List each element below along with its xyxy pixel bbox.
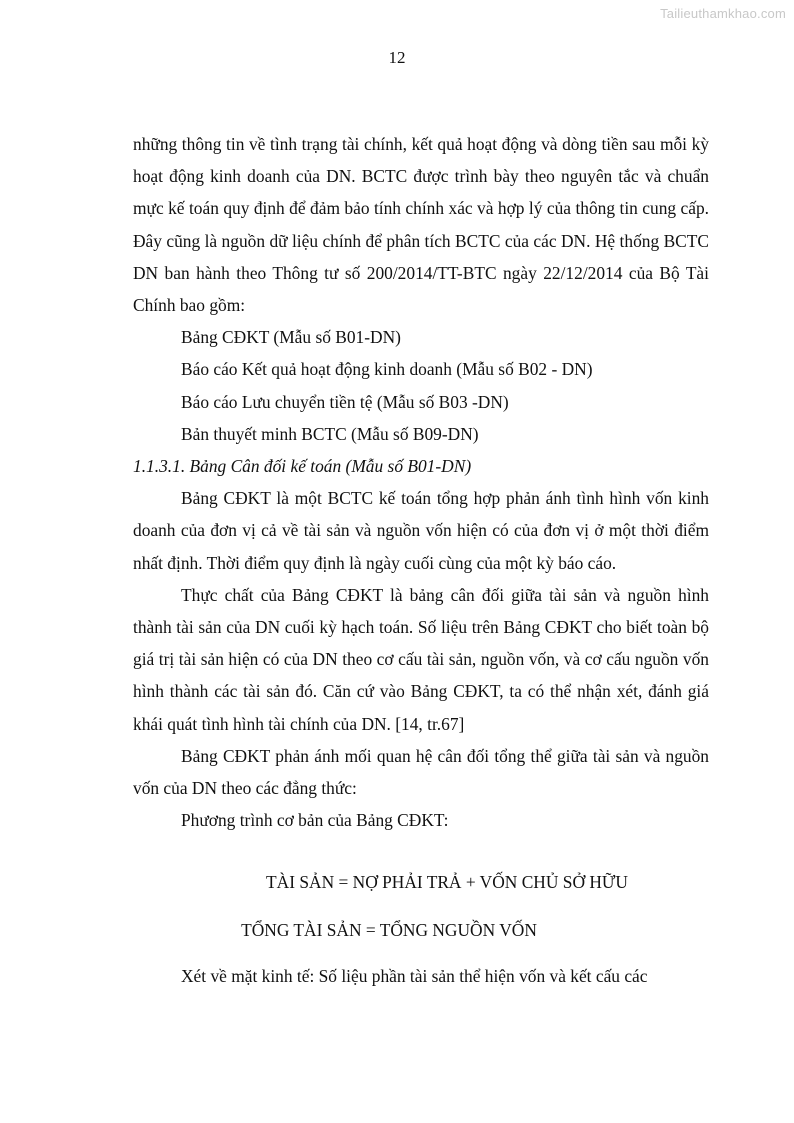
paragraph-economic-text: Xét về mặt kinh tế: Số liệu phần tài sản thể hiện vốn và kết cấu các — [181, 966, 648, 986]
list-item-b02: Báo cáo Kết quả hoạt động kinh doanh (Mẫu số B02 - DN) — [181, 359, 593, 380]
formula-total-text: TỔNG TÀI SẢN = TỔNG NGUỒN VỐN — [241, 920, 537, 940]
list-item-b09: Bản thuyết minh BCTC (Mẫu số B09-DN) — [181, 423, 479, 444]
formula-assets-equation — [50, 872, 794, 893]
formula-assets-text: TÀI SẢN = NỢ PHẢI TRẢ + VỐN CHỦ SỞ HỮU — [266, 872, 628, 892]
paragraph-intro: những thông tin về tình trạng tài chính, kết quả hoạt động và dòng tiền sau mỗi kỳ hoạt động kinh doanh của DN. BCTC được trình bày theo nguyên tắc và chuẩn mực kế toán quy định để đảm bảo tính chính xác và hợp lý của thông tin cung cấp. Đây cũng là nguồn dữ liệu chính để phân tích BCTC của các DN. Hệ thống BCTC DN ban hành theo Thông tư số 200/2014/TT-BTC ngày 22/12/2014 của Bộ Tài Chính bao gồm: — [133, 134, 709, 316]
paragraph-essence: Thực chất của Bảng CĐKT là bảng cân đối giữa tài sản và nguồn hình thành tài sản của DN cuối kỳ hạch toán. Số liệu trên Bảng CĐKT cho biết toàn bộ giá trị tài sản hiện có của DN theo cơ cấu tài sản, nguồn vốn, và cơ cấu nguồn vốn hình thành các tài sản đó. Căn cứ vào Bảng CĐKT, ta có thể nhận xét, đánh giá khái quát tình hình tài chính của DN. [14, tr.67] — [133, 584, 709, 734]
watermark: Tailieuthamkhao.com — [660, 6, 786, 21]
paragraph-relationship: Bảng CĐKT phản ánh mối quan hệ cân đối tổng thể giữa tài sản và nguồn vốn của DN theo các đẳng thức: — [133, 745, 709, 799]
document-body — [133, 128, 709, 836]
formula-total-equation — [0, 920, 786, 941]
section-heading: 1.1.3.1. Bảng Cân đối kế toán (Mẫu số B01-DN) — [133, 456, 472, 477]
list-item-b01: Bảng CĐKT (Mẫu số B01-DN) — [181, 327, 401, 348]
list-item-b03: Báo cáo Lưu chuyển tiền tệ (Mẫu số B03 -DN) — [181, 391, 509, 412]
paragraph-definition: Bảng CĐKT là một BCTC kế toán tổng hợp phản ánh tình hình vốn kinh doanh của đơn vị cả về tài sản và nguồn vốn hiện có của đơn vị ở một thời điểm nhất định. Thời điểm quy định là ngày cuối cùng của một kỳ báo cáo. — [133, 488, 709, 573]
paragraph-equation-intro: Phương trình cơ bản của Bảng CĐKT: — [181, 810, 449, 831]
paragraph-economic — [133, 960, 709, 992]
page-number: 12 — [388, 48, 406, 67]
